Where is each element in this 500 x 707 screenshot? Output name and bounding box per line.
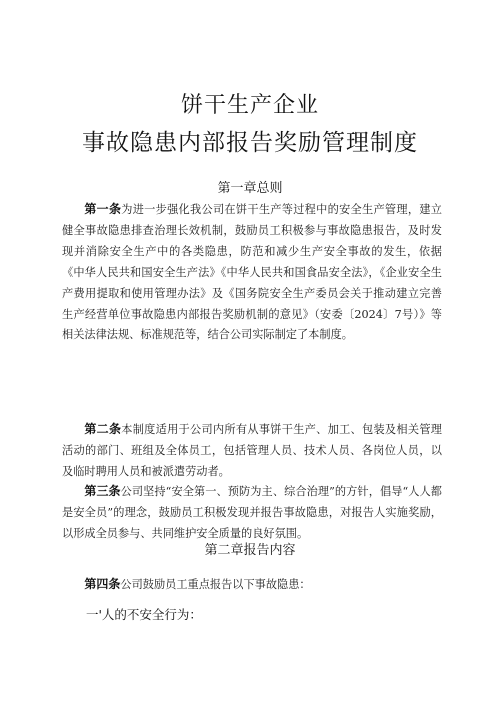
article-2-number: 第二条 [84, 422, 122, 436]
article-1 [62, 199, 442, 346]
article-3-text: 公司坚持“安全第一、预防为主、综合治理”的方针，倡导“人人都是安全员”的理念，鼓励员工积极发现并报告事故隐患，对报告人实施奖励，以形成全员参与、共同维护安全质量的良好氛围。 [62, 485, 442, 540]
chapter-2-heading: 第二章报告内容 [204, 543, 296, 558]
chapter-1-heading: 第一章总则 [217, 181, 283, 196]
document-title-line-2: 事故隐患内部报告奖励管理制度 [82, 130, 418, 156]
article-3-number: 第三条 [84, 484, 121, 498]
article-2 [62, 419, 442, 483]
article-1-text: 为进一步强化我公司在饼干生产等过程中的安全生产管理，建立健全事故隐患排查治理长效机制，鼓励员工积极参与事故隐患报告，及时发现并消除安全生产中的各类隐患，防范和减少生产安全事故的发生，依据《中华人民共和国安全生产法》《中华人民共和国食品安全法》，《企业安全生产费用提取和使用管理办法》及《国务院安全生产委员会关于推动建立完善生产经营单位事故隐患内部报告奖励机制的意见》（安委〔2024〕7号）》等相关法律法规、标准规范等，结合公司实际制定了本制度。 [62, 203, 442, 342]
article-4-text: 公司鼓励员工重点报告以下事故隐患： [120, 578, 311, 591]
article-1-number: 第一条 [84, 202, 122, 216]
article-4-number: 第四条 [84, 577, 121, 591]
article-3 [62, 481, 442, 545]
article-2-text: 本制度适用于公司内所有从事饼干生产、加工、包装及相关管理活动的部门、班组及全体员工，包括管理人员、技术人员、各岗位人员，以及临时聘用人员和被派遣劳动者。 [62, 423, 442, 478]
subsection-heading-unsafe-behavior: 一'人的不安全行为： [86, 607, 202, 622]
document-title-line-1: 饼干生产企业 [180, 93, 319, 118]
article-4 [62, 574, 442, 596]
